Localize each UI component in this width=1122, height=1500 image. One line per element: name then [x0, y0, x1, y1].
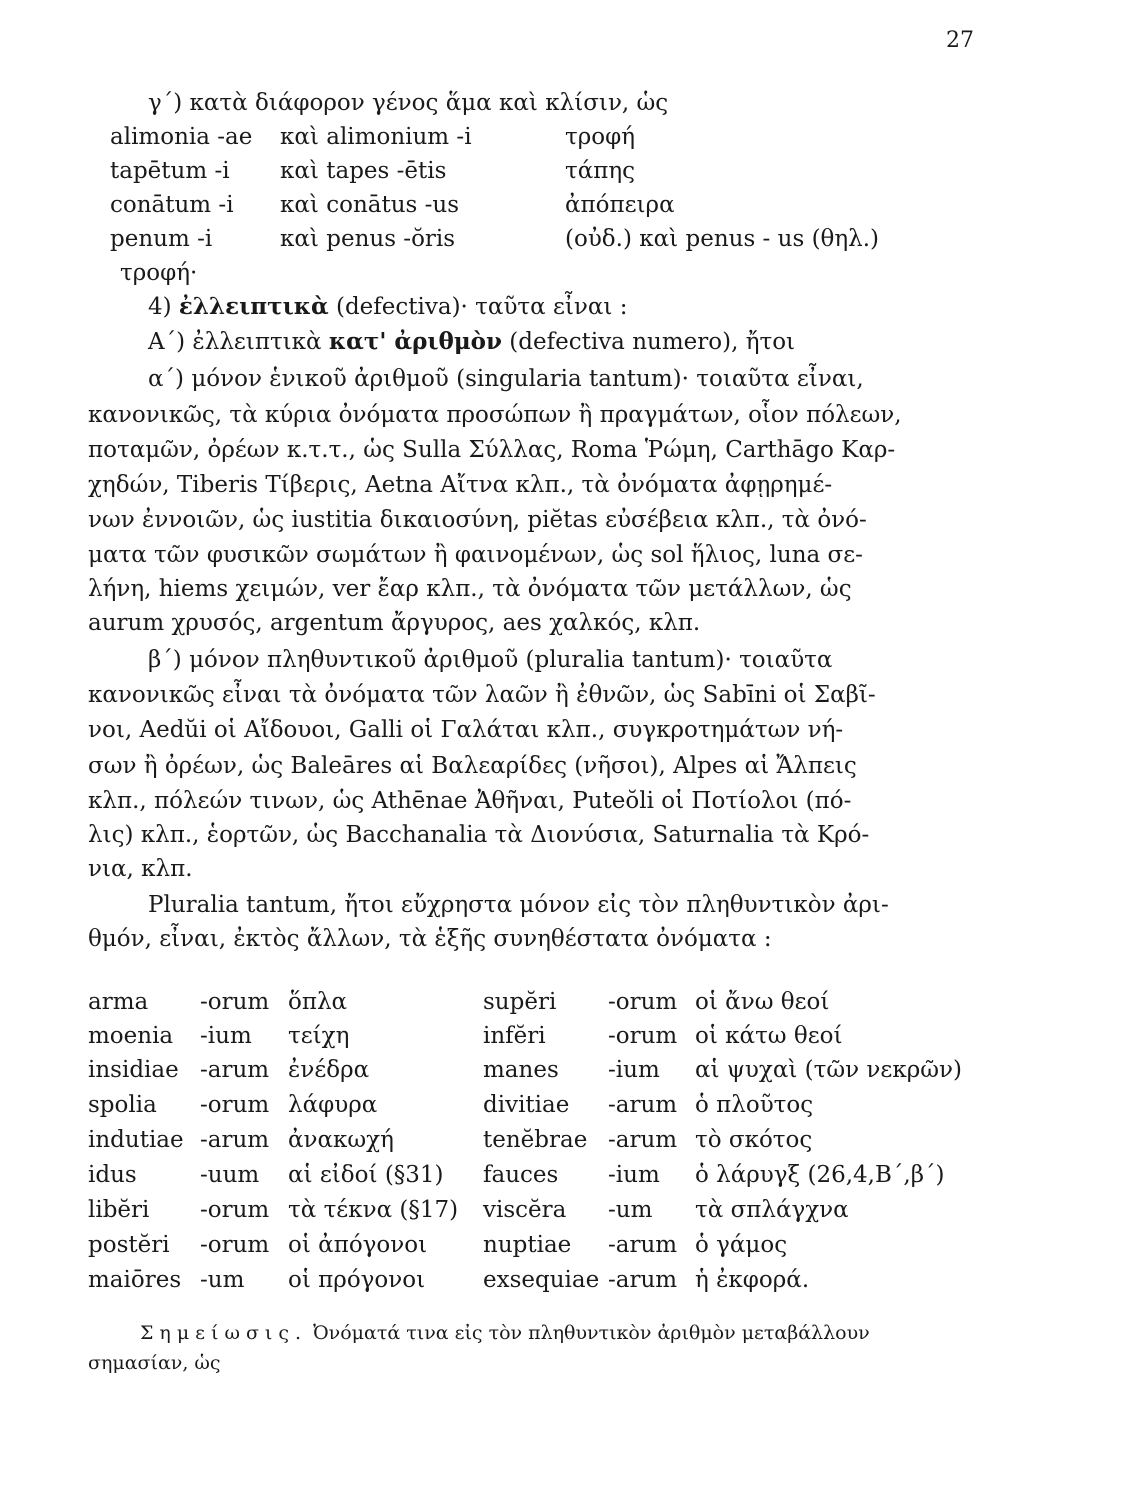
pluralia-line: θμόν, εἶναι, ἐκτὸς ἄλλων, τὰ ἑξῆς συνηθέστατα ὀνόματα :: [88, 926, 772, 952]
gamma-latin-2: καὶ conātus -us: [280, 192, 460, 218]
table-greek: ὁ λάρυγξ (26,4,Β΄,β΄): [695, 1162, 945, 1188]
alpha-line: χηδών, Tiberis Τίβερις, Aetna Αἴτνα κλπ., τὰ ὀνόματα ἀφῃρημέ-: [88, 472, 833, 498]
table-ending: -orum: [200, 1197, 270, 1223]
section-A-lead: Α΄) ἐλλειπτικὰ: [148, 329, 329, 355]
gamma-greek: ἀπόπειρα: [565, 192, 675, 218]
table-greek: οἱ πρόγονοι: [288, 1267, 426, 1293]
table-ending: -orum: [608, 989, 678, 1015]
beta-line: β΄) μόνον πληθυντικοῦ ἀριθμοῦ (pluralia tantum)· τοιαῦτα: [148, 647, 833, 673]
table-ending: -arum: [608, 1267, 678, 1293]
alpha-line: λήνη, hiems χειμών, ver ἔαρ κλπ., τὰ ὀνόματα τῶν μετάλλων, ὡς: [88, 576, 852, 602]
table-greek: λάφυρα: [288, 1092, 378, 1118]
table-word: tenĕbrae: [483, 1127, 588, 1153]
table-ending: -arum: [200, 1127, 270, 1153]
note-label: Σημείωσις.: [140, 1322, 308, 1344]
table-greek: οἱ ἀπόγονοι: [288, 1232, 428, 1258]
beta-line: νια, κλπ.: [88, 856, 193, 882]
table-word: postĕri: [88, 1232, 170, 1258]
table-ending: -orum: [200, 1232, 270, 1258]
alpha-line: α΄) μόνον ἑνικοῦ ἀριθμοῦ (singularia tantum)· τοιαῦτα εἶναι,: [148, 366, 864, 392]
table-greek: τὰ τέκνα (§17): [288, 1197, 459, 1223]
section-A-text: (defectiva numero), ἤτοι: [501, 329, 796, 355]
table-greek: τὸ σκότος: [695, 1127, 813, 1153]
table-ending: -ium: [608, 1057, 660, 1083]
gamma-latin-1: alimonia -ae: [110, 124, 253, 150]
table-word: nuptiae: [483, 1232, 572, 1258]
gamma-greek: (οὐδ.) καὶ penus - us (θηλ.): [565, 226, 880, 252]
beta-line: λις) κλπ., ἑορτῶν, ὡς Bacchanalia τὰ Διονύσια, Saturnalia τὰ Κρό-: [88, 822, 870, 848]
alpha-line: ποταμῶν, ὀρέων κ.τ.τ., ὡς Sulla Σύλλας, Roma Ῥώμη, Carthāgo Καρ-: [88, 437, 896, 463]
beta-line: σων ἢ ὀρέων, ὡς Baleāres αἱ Βαλεαρίδες (νῆσοι), Alpes αἱ Ἄλπεις: [88, 753, 857, 779]
gamma-latin-2: καὶ tapes -ētis: [280, 158, 447, 184]
alpha-line: νων ἐννοιῶν, ὡς iustitia δικαιοσύνη, piĕtas εὐσέβεια κλπ., τὰ ὀνό-: [88, 507, 867, 533]
table-word: divitiae: [483, 1092, 570, 1118]
table-ending: -arum: [200, 1057, 270, 1083]
gamma-latin-2: καὶ penus -ŏris: [280, 226, 456, 252]
table-ending: -ium: [200, 1023, 252, 1049]
table-greek: ὁ γάμος: [695, 1232, 788, 1258]
table-word: exsequiae: [483, 1267, 600, 1293]
table-ending: -arum: [608, 1232, 678, 1258]
gamma-intro: γ΄) κατὰ διάφορον γένος ἅμα καὶ κλίσιν, ὡς: [148, 90, 669, 116]
beta-line: κλπ., πόλεών τινων, ὡς Athēnae Ἀθῆναι, Puteŏli οἱ Ποτίολοι (πό-: [88, 788, 852, 814]
table-word: moenia: [88, 1023, 174, 1049]
beta-line: νοι, Aedŭi οἱ Αἴδουοι, Galli οἱ Γαλάται κλπ., συγκροτημάτων νή-: [88, 717, 844, 743]
table-ending: -um: [608, 1197, 653, 1223]
table-greek: οἱ κάτω θεοί: [695, 1023, 843, 1049]
section-4-number: 4): [148, 294, 172, 320]
gamma-latin-2: καὶ alimonium -i: [280, 124, 472, 150]
table-word: indutiae: [88, 1127, 184, 1153]
table-word: infĕri: [483, 1023, 546, 1049]
table-ending: -orum: [200, 1092, 270, 1118]
section-A: [148, 325, 974, 359]
table-greek: αἱ ψυχαὶ (τῶν νεκρῶν): [695, 1057, 962, 1083]
table-ending: -orum: [608, 1023, 678, 1049]
table-greek: αἱ εἰδοί (§31): [288, 1162, 444, 1188]
beta-line: κανονικῶς εἶναι τὰ ὀνόματα τῶν λαῶν ἢ ἐθνῶν, ὡς Sabīni οἱ Σαβῖ-: [88, 682, 876, 708]
table-greek: ὅπλα: [288, 989, 348, 1015]
table-greek: ἐνέδρα: [288, 1057, 370, 1083]
table-word: maiōres: [88, 1267, 182, 1293]
gamma-latin-1: penum -i: [110, 226, 213, 252]
gamma-tail: τροφή·: [120, 260, 198, 286]
table-greek: ἀνακωχή: [288, 1127, 394, 1153]
gamma-latin-1: tapētum -i: [110, 158, 230, 184]
table-greek: τὰ σπλάγχνα: [695, 1197, 849, 1223]
table-ending: -arum: [608, 1092, 678, 1118]
alpha-line: ματα τῶν φυσικῶν σωμάτων ἢ φαινομένων, ὡς sol ἥλιος, luna σε-: [88, 542, 863, 568]
alpha-line: κανονικῶς, τὰ κύρια ὀνόματα προσώπων ἢ πραγμάτων, οἷον πόλεων,: [88, 402, 902, 428]
table-ending: -arum: [608, 1127, 678, 1153]
page-number: 27: [946, 28, 974, 53]
gamma-greek: τροφή: [565, 124, 635, 150]
alpha-line: aurum χρυσός, argentum ἄργυρος, aes χαλκός, κλπ.: [88, 610, 701, 636]
section-A-heading: κατ' ἀριθμὸν: [328, 328, 502, 355]
table-word: viscĕra: [483, 1197, 567, 1223]
section-4: [148, 290, 974, 324]
pluralia-table: [88, 985, 978, 1297]
note: [140, 1318, 974, 1348]
gamma-table: [110, 120, 990, 256]
table-word: arma: [88, 989, 149, 1015]
note-text: Ὀνόματά τινα εἰς τὸν πληθυντικὸν ἀριθμὸν μεταβάλλουν: [313, 1322, 870, 1344]
table-greek: οἱ ἄνω θεοί: [695, 989, 830, 1015]
table-word: spolia: [88, 1092, 157, 1118]
gamma-latin-1: conātum -i: [110, 192, 234, 218]
table-word: idus: [88, 1162, 137, 1188]
note-line-2: σημασίαν, ὡς: [88, 1352, 221, 1374]
table-word: fauces: [483, 1162, 559, 1188]
table-greek: τείχη: [288, 1023, 350, 1049]
table-ending: -orum: [200, 989, 270, 1015]
table-word: insidiae: [88, 1057, 179, 1083]
section-4-heading: ἐλλειπτικὰ: [178, 293, 329, 320]
table-word: manes: [483, 1057, 559, 1083]
table-greek: ὁ πλοῦτος: [695, 1092, 814, 1118]
gamma-greek: τάπης: [565, 158, 636, 184]
table-ending: -ium: [608, 1162, 660, 1188]
section-4-text: (defectiva)· ταῦτα εἶναι :: [335, 294, 628, 320]
table-ending: -uum: [200, 1162, 260, 1188]
table-word: supĕri: [483, 989, 557, 1015]
table-ending: -um: [200, 1267, 245, 1293]
table-greek: ἡ ἐκφορά.: [695, 1267, 810, 1293]
pluralia-line: Pluralia tantum, ἤτοι εὔχρηστα μόνον εἰς τὸν πληθυντικὸν ἀρι-: [148, 892, 889, 918]
table-word: libĕri: [88, 1197, 150, 1223]
